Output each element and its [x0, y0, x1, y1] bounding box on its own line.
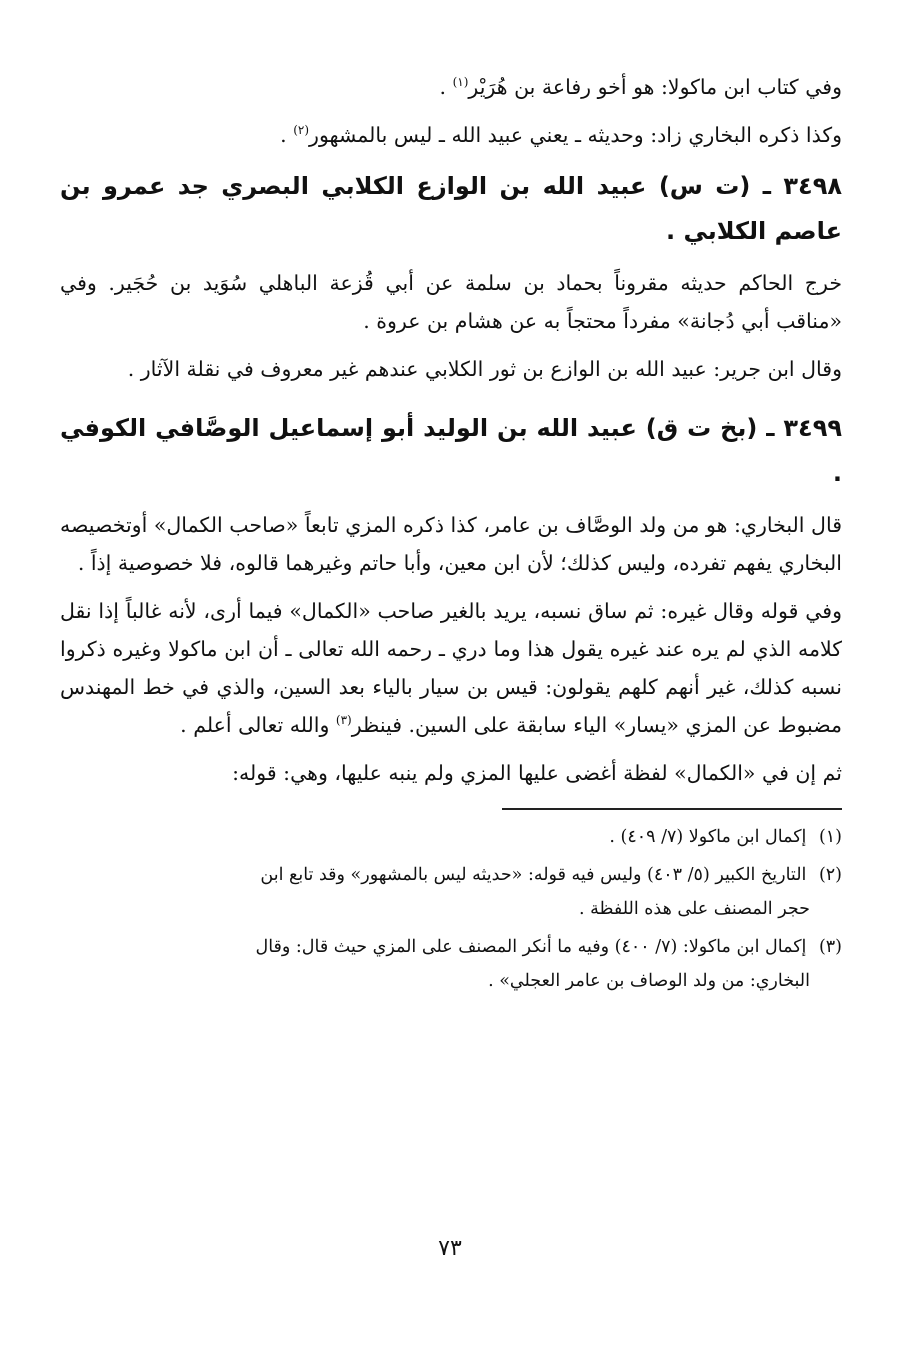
footnote-text: إكمال ابن ماكولا: (٧/ ٤٠٠) وفيه ما أنكر المصنف على المزي حيث قال: وقال — [255, 937, 807, 957]
paragraph-kamal-word: ثم إن في «الكمال» لفظة أغضى عليها المزي ولم ينبه عليها، وهي: قوله: — [232, 761, 842, 785]
paragraph-bukhari-mention — [60, 116, 842, 154]
footnote-number: (١) — [818, 827, 842, 847]
entry-heading-3498: ٣٤٩٨ ـ (ت س) عبيد الله بن الوازع الكلابي البصري جد عمرو بن عاصم الكلابي . — [60, 172, 842, 245]
footnote-ref[interactable]: (١) — [452, 75, 469, 90]
footnote-continuation: حجر المصنف على هذه اللفظة . — [578, 899, 810, 919]
paragraph-hakim: خرج الحاكم حديثه مقروناً بحماد بن سلمة عن أبي قُزعة الباهلي سُوَيد بن حُجَير. وفي «مناقب أبي دُجانة» مفرداً محتجاً به عن هشام بن عروة . — [60, 271, 842, 333]
footnote-divider — [502, 808, 842, 810]
entry-heading-3499: ٣٤٩٩ ـ (بخ ت ق) عبيد الله بن الوليد أبو إسماعيل الوصَّافي الكوفي . — [60, 414, 842, 487]
paragraph-ibn-makula — [60, 68, 842, 106]
footnote-text: التاريخ الكبير (٥/ ٤٠٣) وليس فيه قوله: «حديثه ليس بالمشهور» وقد تابع ابن — [260, 865, 807, 885]
footnote-number: (٣) — [818, 937, 842, 957]
footnote-ref[interactable]: (٢) — [293, 123, 310, 138]
paragraph-ibn-jarir: وقال ابن جرير: عبيد الله بن الوازع بن ثور الكلابي عندهم غير معروف في نقلة الآثار . — [127, 357, 842, 381]
footnote-ref[interactable]: (٣) — [335, 713, 352, 728]
page-body — [60, 68, 842, 1002]
footnote-continuation: البخاري: من ولد الوصاف بن عامر العجلي» . — [488, 971, 810, 991]
footnote-2 — [60, 858, 842, 926]
paragraph-nasab-discussion — [60, 592, 842, 744]
paragraph-text: وكذا ذكره البخاري زاد: وحديثه ـ يعني عبيد الله ـ ليس بالمشهور — [309, 123, 842, 147]
footnote-1 — [60, 820, 842, 854]
paragraph-tail: والله تعالى أعلم . — [180, 713, 336, 737]
paragraph-text: وفي كتاب ابن ماكولا: هو أخو رفاعة بن هُرَيْر — [468, 75, 842, 99]
paragraph-bukhari-wassaf: قال البخاري: هو من ولد الوصَّاف بن عامر، كذا ذكره المزي تابعاً «صاحب الكمال» أوتخصيصه البخاري يفهم تفرده، وليس كذلك؛ لأن ابن معين، وأبا حاتم وغيرهما قالوه، فلا خصوصية إذاً . — [60, 513, 842, 575]
paragraph-text: وفي قوله وقال غيره: ثم ساق نسبه، يريد بالغير صاحب «الكمال» فيما أرى، لأنه غالباً إذا نقل كلامه الذي لم يره عند غيره يقول هذا وما دري ـ رحمه الله تعالى ـ أن ابن ماكولا وغيره ذكروا نسبه كذلك، غير أنهم كلهم يقولون: قيس بن سيار بالياء بعد السين، والذي في خط المهندس مضبوط عن المزي «يسار» الياء سابقة على السين. فينظر — [60, 599, 842, 737]
footnote-text: إكمال ابن ماكولا (٧/ ٤٠٩) . — [609, 827, 807, 847]
footnote-3 — [60, 930, 842, 998]
page-number: ٧٣ — [438, 1236, 462, 1261]
footnote-number: (٢) — [818, 865, 842, 885]
paragraph-tail: . — [439, 75, 453, 99]
paragraph-tail: . — [280, 123, 294, 147]
